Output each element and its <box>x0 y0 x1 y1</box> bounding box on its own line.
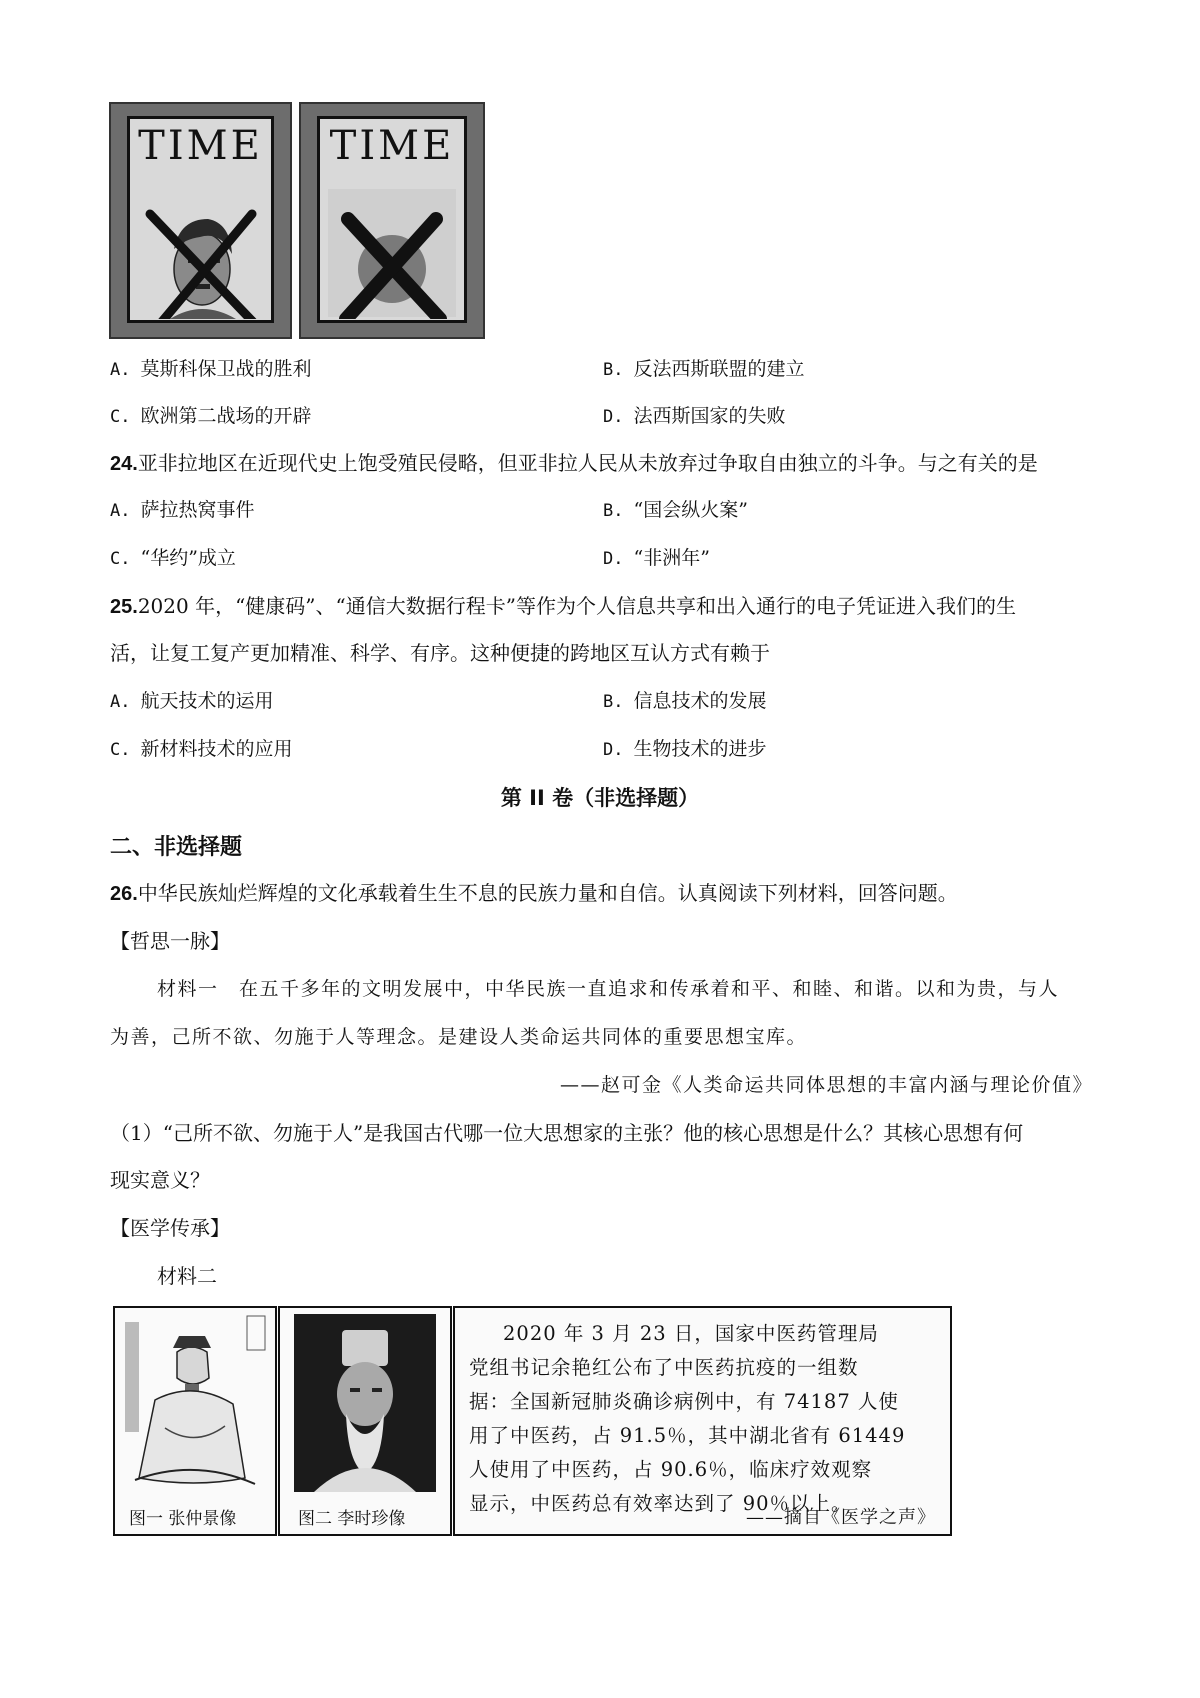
q23-option-d: D. 法西斯国家的失败 <box>603 405 786 427</box>
q25-option-a: A. 航天技术的运用 <box>110 690 274 712</box>
heading-medicine: 【医学传承】 <box>110 1216 230 1240</box>
figure-zhang-zhongjing-panel <box>113 1306 277 1536</box>
material2-label: 材料二 <box>157 1264 217 1288</box>
q24-option-c: C. “华约”成立 <box>110 547 236 569</box>
material1-source: ——赵可金《人类命运共同体思想的丰富内涵与理论价值》 <box>559 1074 1093 1096</box>
news-line-4: 用了中医药，占 91.5％，其中湖北省有 61449 <box>469 1424 906 1447</box>
fig1-caption: 图一 张仲景像 <box>129 1509 237 1529</box>
heading-philosophy: 【哲思一脉】 <box>110 929 230 953</box>
q26-number: 26. <box>110 883 138 905</box>
rising-sun-crossed-out-image <box>320 119 464 319</box>
material1-line2: 为善，己所不欲、勿施于人等理念。是建设人类命运共同体的重要思想宝库。 <box>110 1026 808 1048</box>
time-masthead: TIME <box>329 123 455 169</box>
q23-option-c: C. 欧洲第二战场的开辟 <box>110 405 312 427</box>
q23-option-b: B. 反法西斯联盟的建立 <box>603 358 805 380</box>
q24-option-b: B. “国会纵火案” <box>603 499 748 521</box>
material1-line1: 材料一 在五千多年的文明发展中，中华民族一直追求和传承着和平、和睦、和谐。以和为贵，与人 <box>157 978 1060 1000</box>
news-line-5: 人使用了中医药，占 90.6％，临床疗效观察 <box>469 1458 873 1481</box>
li-shizhen-portrait-image <box>294 1314 436 1492</box>
time-masthead: TIME <box>138 123 263 169</box>
fig2-caption: 图二 李时珍像 <box>298 1509 406 1529</box>
q25-option-d: D. 生物技术的进步 <box>603 738 767 760</box>
zhang-zhongjing-portrait-image <box>115 1308 275 1498</box>
time-cover-hitler <box>109 102 292 339</box>
q25-option-b: B. 信息技术的发展 <box>603 690 767 712</box>
q24-option-a: A. 萨拉热窝事件 <box>110 499 255 521</box>
q24-option-d: D. “非洲年” <box>603 547 710 569</box>
section-title: 二、非选择题 <box>110 835 243 860</box>
q25-stem-line2: 活，让复工复产更加精准、科学、有序。这种便捷的跨地区互认方式有赖于 <box>110 641 770 665</box>
news-line-1: 2020 年 3 月 23 日，国家中医药管理局 <box>503 1322 879 1345</box>
news-line-6: 显示，中医药总有效率达到了 90％以上。 <box>469 1492 852 1515</box>
figure-li-shizhen-panel <box>278 1306 452 1536</box>
q24-number: 24. <box>110 453 138 475</box>
sub-question-1-line1: （1）“己所不欲、勿施于人”是我国古代哪一位大思想家的主张？他的核心思想是什么？其核心思想有何 <box>110 1121 1024 1145</box>
q25-option-c: C. 新材料技术的应用 <box>110 738 293 760</box>
sub-question-1-line2: 现实意义？ <box>110 1168 210 1192</box>
news-line-2: 党组书记余艳红公布了中医药抗疫的一组数 <box>469 1356 859 1379</box>
time-cover-japan <box>299 102 485 339</box>
news-excerpt-panel <box>453 1306 952 1536</box>
volume-title: 第 II 卷（非选择题） <box>500 786 700 810</box>
q26-stem: 26.中华民族灿烂辉煌的文化承载着生生不息的民族力量和自信。认真阅读下列材料，回答问题。 <box>110 881 958 905</box>
q23-option-a: A. 莫斯科保卫战的胜利 <box>110 358 312 380</box>
li-shizhen-face-icon <box>294 1314 436 1492</box>
q24-stem: 24.亚非拉地区在近现代史上饱受殖民侵略，但亚非拉人民从未放弃过争取自由独立的斗争。与之有关的是 <box>110 451 1038 475</box>
cover-frame <box>317 116 467 323</box>
q25-number: 25. <box>110 596 138 618</box>
portrait-crossed-out-image <box>130 119 271 319</box>
q25-stem-line1: 25.2020 年，“健康码”、“通信大数据行程卡”等作为个人信息共享和出入通行的电子凭证进入我们的生 <box>110 594 1016 618</box>
news-line-3: 据：全国新冠肺炎确诊病例中，有 74187 人使 <box>469 1390 899 1413</box>
news-source: ——摘自《医学之声》 <box>746 1507 936 1528</box>
cover-frame <box>127 116 274 323</box>
